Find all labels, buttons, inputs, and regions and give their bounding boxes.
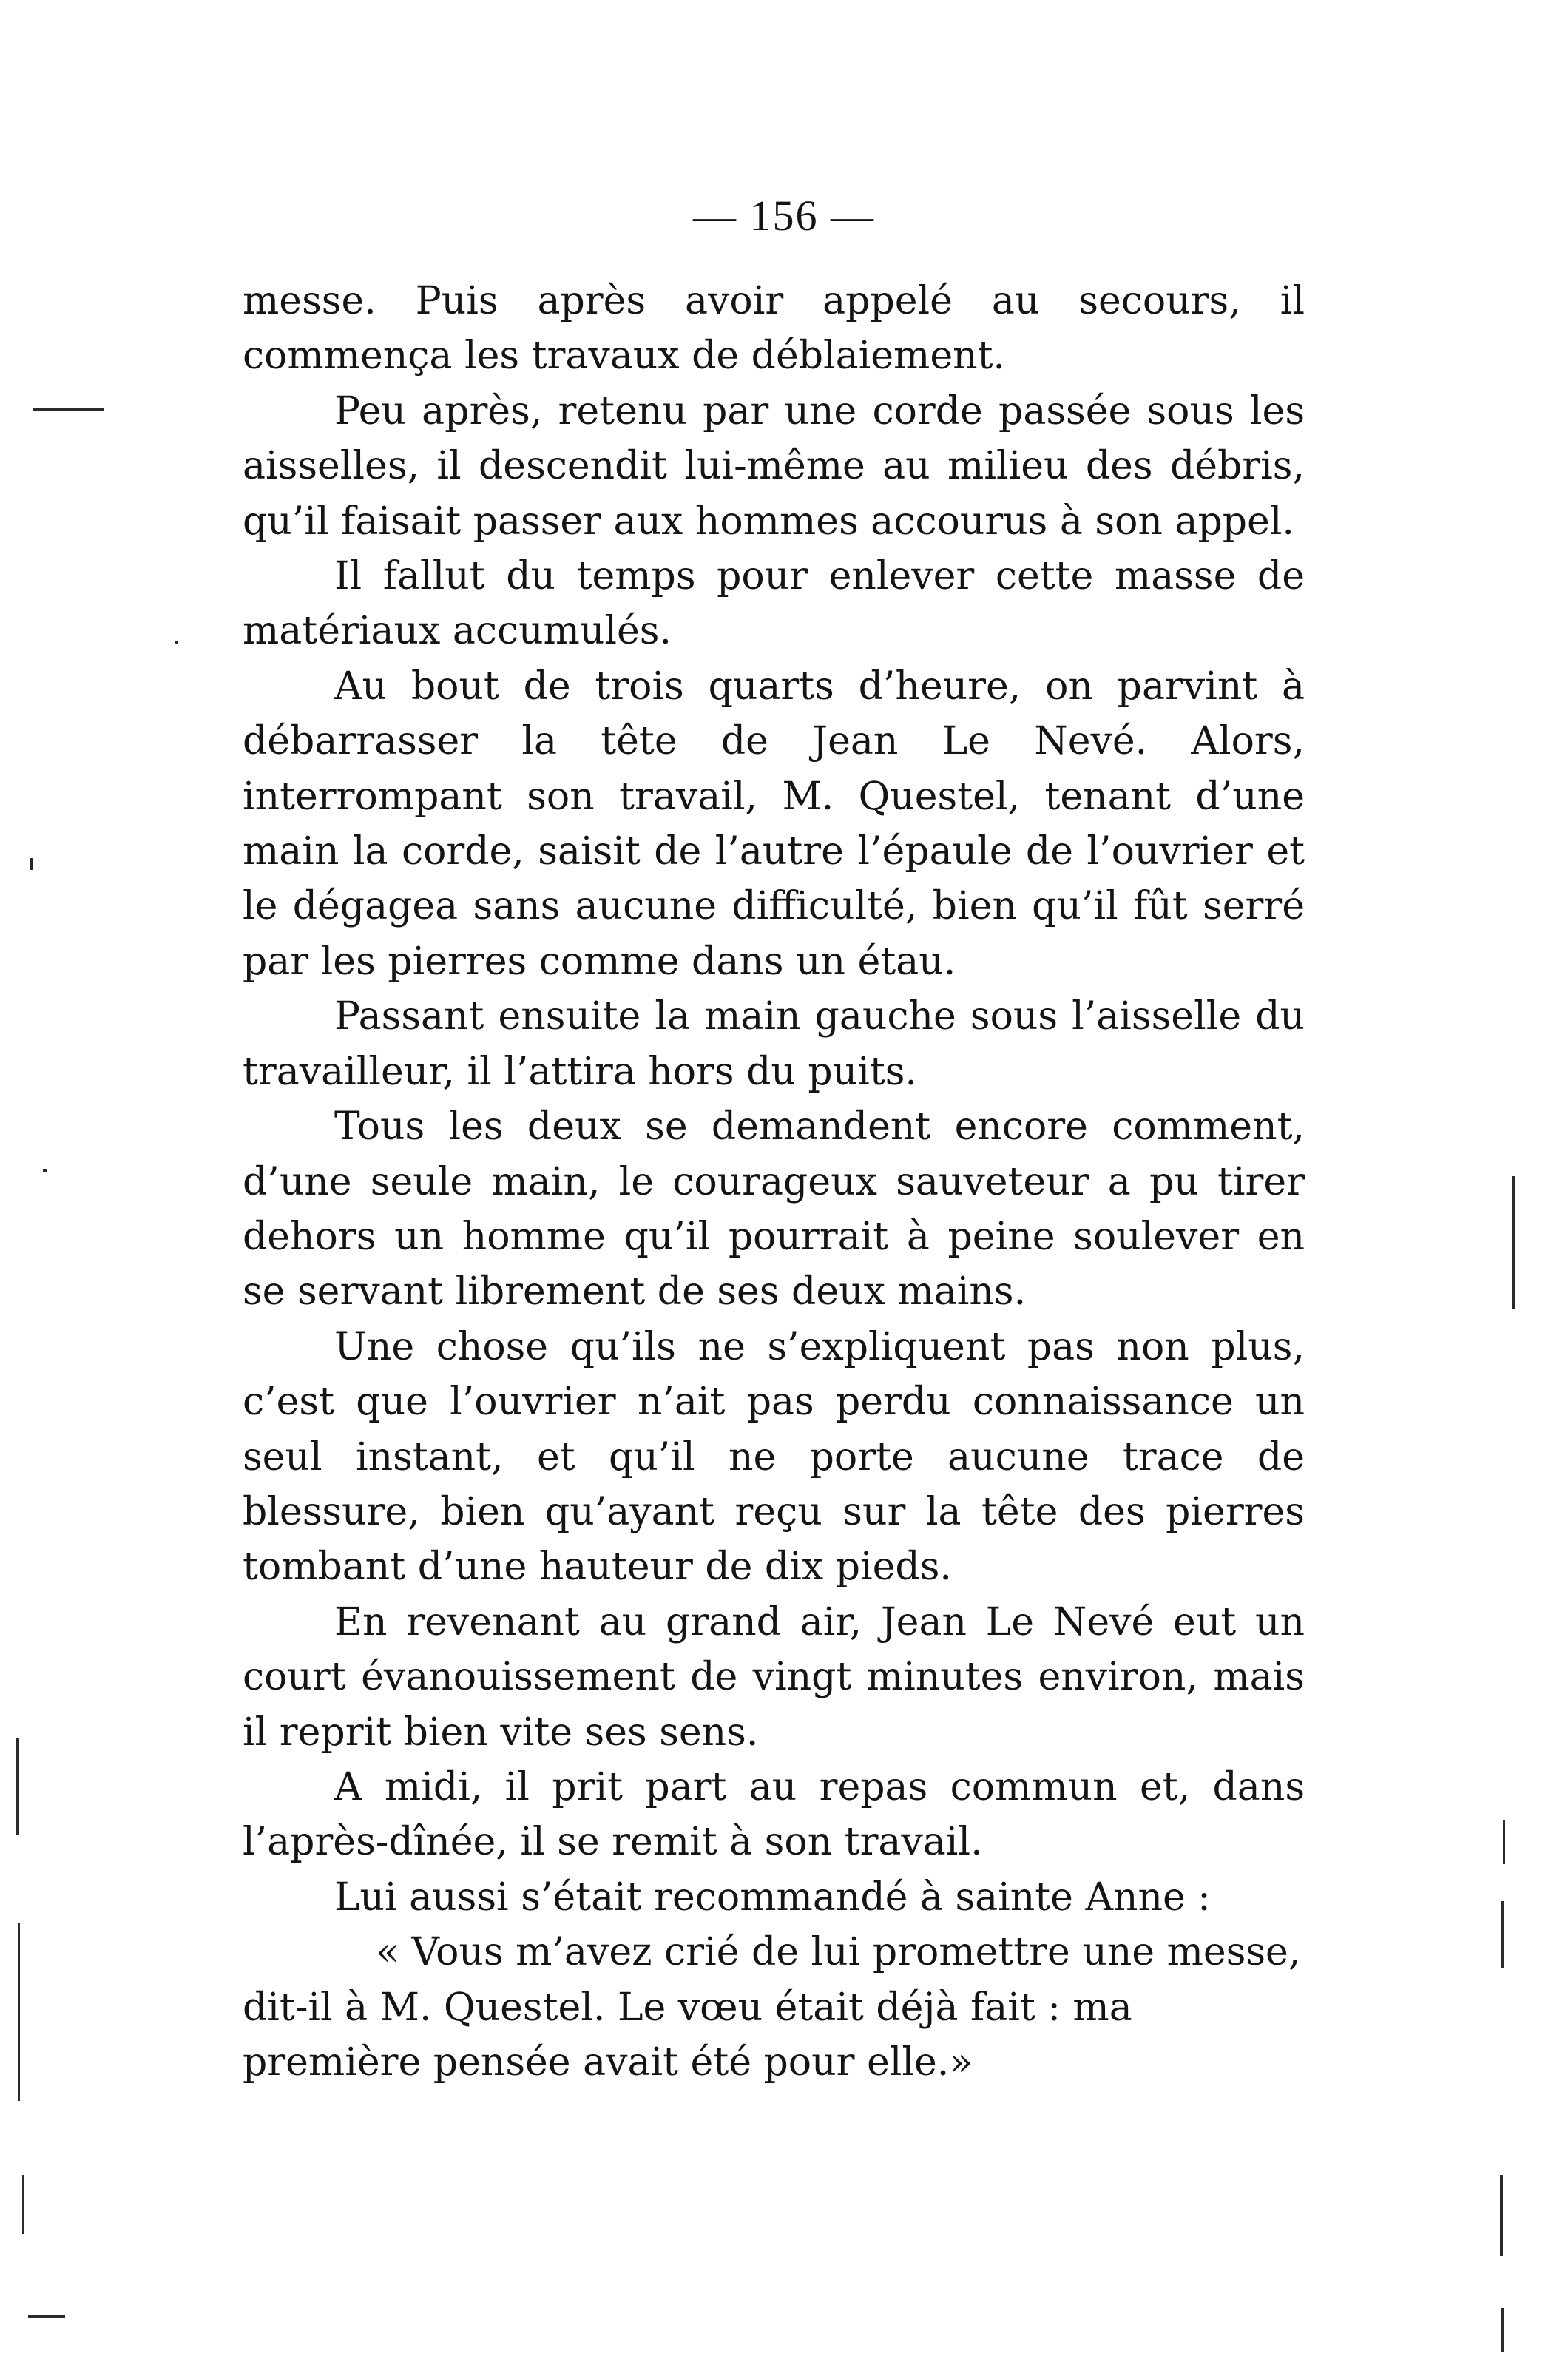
paragraph: Une chose qu’ils ne s’expliquent pas non plus, c’est que l’ouvrier n’ait pas perdu connaissance un seul instant, et qu’il ne porte aucune trace de blessure, bien qu’ayant reçu sur la tête des pierres tombant d’une hauteur de dix pieds. [243, 1324, 1305, 1590]
paragraph: En revenant au grand air, Jean Le Nevé eut un court évanouissement de vingt minutes environ, mais il reprit bien vite ses sens. [243, 1599, 1305, 1755]
paragraph: Lui aussi s’était recommandé à sainte Anne : [334, 1875, 1211, 1920]
margin-mark-right [1500, 2175, 1503, 2256]
paragraph: Tous les deux se demandent encore comment, d’une seule main, le courageux sauveteur a pu tirer dehors un homme qu’il pourrait à peine soulever en se servant librement de ses deux mains. [243, 1104, 1305, 1315]
paragraph: Au bout de trois quarts d’heure, on parvint à débarrasser la tête de Jean Le Nevé. Alors, interrompant son travail, M. Questel, tenant d’une main la corde, saisit de l’autre l’épaule de l’ouvrier et le dégagea sans aucune difficulté, bien qu’il fût serré par les pierres comme dans un étau. [243, 664, 1305, 984]
margin-dot-left [175, 641, 178, 644]
margin-mark-left [28, 2315, 65, 2318]
page-number: — 156 — [693, 192, 875, 240]
margin-mark-right [1501, 2308, 1504, 2352]
body-text [243, 274, 1305, 2090]
margin-rule-left [16, 1738, 19, 1835]
margin-dot-left [43, 1169, 47, 1172]
margin-mark-right [1501, 1901, 1504, 1968]
margin-rule-right [1512, 1176, 1515, 1309]
paragraph: A midi, il prit part au repas commun et, dans l’après-dînée, il se remit à son travail. [243, 1764, 1305, 1865]
paragraph: Il fallut du temps pour enlever cette masse de matériaux accumulés. [243, 554, 1305, 654]
margin-dot-left [30, 858, 33, 870]
quote-paragraph: « Vous m’avez crié de lui promettre une messe, dit-il à M. Questel. Le vœu était déjà fait : ma première pensée avait été pour elle.» [243, 1930, 1301, 2085]
paragraph: Peu après, retenu par une corde passée sous les aisselles, il descendit lui-même au milieu des débris, qu’il faisait passer aux hommes accourus à son appel. [243, 388, 1305, 544]
margin-dash-left [33, 408, 104, 411]
paragraph: Passant ensuite la main gauche sous l’aisselle du travailleur, il l’attira hors du puits. [243, 994, 1305, 1094]
paragraph-continuation: messe. Puis après avoir appelé au secours, il commença les travaux de déblaiement. [243, 279, 1305, 379]
margin-mark-left [22, 2175, 24, 2234]
margin-rule-left [18, 1923, 20, 2101]
margin-mark-right [1503, 1820, 1505, 1864]
